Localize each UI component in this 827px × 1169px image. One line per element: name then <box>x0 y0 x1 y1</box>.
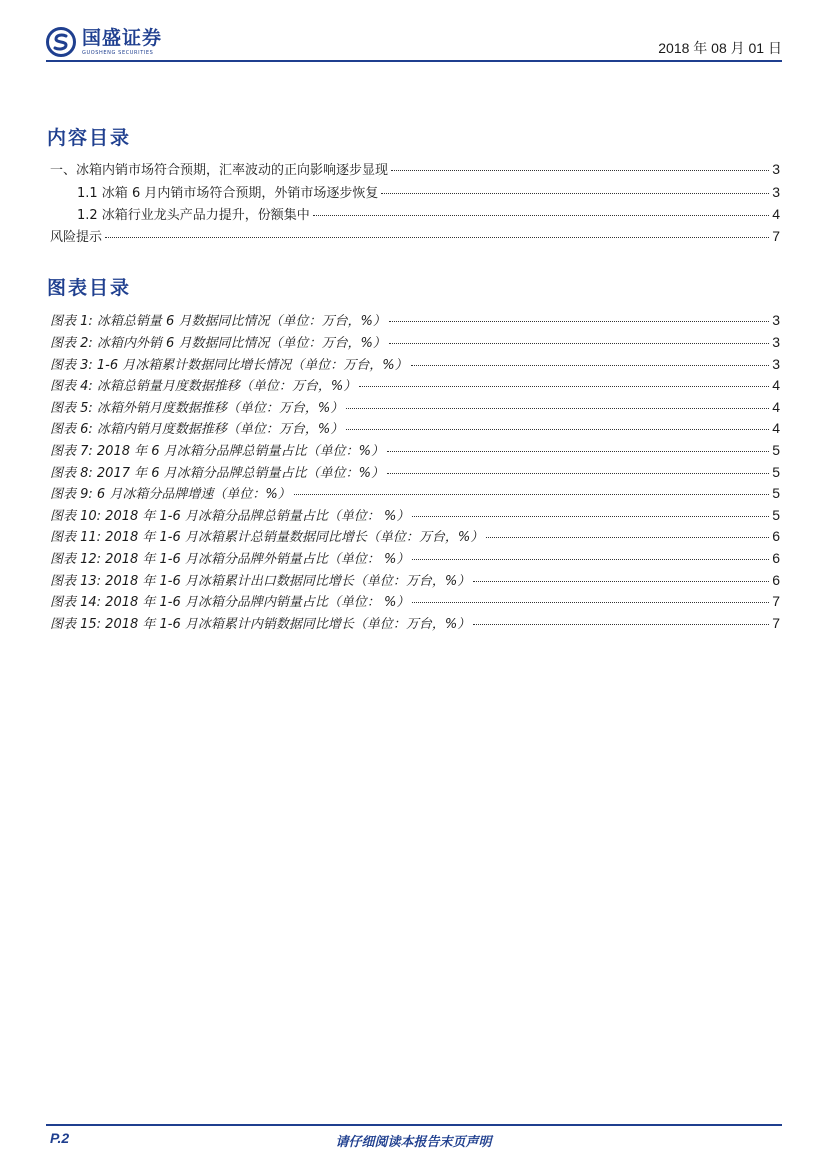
figure-entry-page: 5 <box>772 507 780 523</box>
figure-entry-page: 5 <box>772 442 780 458</box>
figure-entry-9[interactable] <box>50 485 780 501</box>
figure-entry-page: 5 <box>772 485 780 501</box>
leader-dots <box>381 193 769 194</box>
figure-entry-page: 4 <box>772 377 780 393</box>
figure-entry-text: 图表 3: 1-6 月冰箱累计数据同比增长情况（单位：万台，%） <box>50 358 408 373</box>
page-header <box>46 24 782 64</box>
contents-entry-page: 4 <box>772 206 780 222</box>
disclaimer-note: 请仔细阅读本报告末页声明 <box>335 1135 492 1150</box>
contents-entry-text: 1.1 冰箱 6 月内销市场符合预期，外销市场逐步恢复 <box>77 186 379 201</box>
figure-entry-page: 7 <box>772 593 780 609</box>
figure-entry-10[interactable] <box>50 507 780 523</box>
figure-entry-page: 6 <box>772 572 780 588</box>
logo-chinese-name: 国盛证券 <box>82 26 163 49</box>
leader-dots <box>391 170 769 171</box>
figure-entry-5[interactable] <box>50 399 780 415</box>
leader-dots <box>473 624 769 625</box>
leader-dots <box>294 494 770 495</box>
leader-dots <box>412 602 769 603</box>
leader-dots <box>412 559 769 560</box>
leader-dots <box>346 429 769 430</box>
figure-entry-text: 图表 2: 冰箱内外销 6 月数据同比情况（单位：万台，%） <box>50 336 386 351</box>
leader-dots <box>387 473 769 474</box>
figure-entry-page: 6 <box>772 550 780 566</box>
figure-entry-page: 4 <box>772 399 780 415</box>
contents-entry-3[interactable] <box>77 206 780 222</box>
contents-entry-text: 1.2 冰箱行业龙头产品力提升，份额集中 <box>77 208 310 223</box>
leader-dots <box>473 581 769 582</box>
figure-entry-4[interactable] <box>50 377 780 393</box>
figure-entry-text: 图表 10: 2018 年 1-6 月冰箱分品牌总销量占比（单位： %） <box>50 509 410 524</box>
contents-entry-page: 3 <box>772 184 780 200</box>
figure-entry-text: 图表 5: 冰箱外销月度数据推移（单位：万台，%） <box>50 401 344 416</box>
guosheng-logo-icon <box>46 27 76 57</box>
leader-dots <box>389 343 769 344</box>
figure-entry-page: 3 <box>772 334 780 350</box>
figure-entry-1[interactable] <box>50 312 780 328</box>
leader-dots <box>387 451 769 452</box>
figure-entry-text: 图表 12: 2018 年 1-6 月冰箱分品牌外销量占比（单位： %） <box>50 552 410 567</box>
figure-entry-text: 图表 9: 6 月冰箱分品牌增速（单位：%） <box>50 487 291 502</box>
figure-entry-page: 6 <box>772 528 780 544</box>
figure-entry-page: 3 <box>772 356 780 372</box>
figure-entry-2[interactable] <box>50 334 780 350</box>
company-logo <box>46 24 162 60</box>
figure-entry-11[interactable] <box>50 528 780 544</box>
figure-entry-text: 图表 4: 冰箱总销量月度数据推移（单位：万台，%） <box>50 379 357 394</box>
contents-entry-text: 风险提示 <box>50 230 103 245</box>
figure-entry-text: 图表 11: 2018 年 1-6 月冰箱累计总销量数据同比增长（单位：万台，%） <box>50 530 484 545</box>
footer-divider <box>46 1124 782 1126</box>
figure-entry-text: 图表 7: 2018 年 6 月冰箱分品牌总销量占比（单位：%） <box>50 444 385 459</box>
figure-entry-page: 7 <box>772 615 780 631</box>
figure-entry-3[interactable] <box>50 356 780 372</box>
leader-dots <box>313 215 769 216</box>
figure-entry-15[interactable] <box>50 615 780 631</box>
contents-entry-1[interactable] <box>50 161 780 177</box>
leader-dots <box>389 321 769 322</box>
figure-entry-text: 图表 13: 2018 年 1-6 月冰箱累计出口数据同比增长（单位：万台，%） <box>50 574 471 589</box>
leader-dots <box>346 408 769 409</box>
contents-entry-page: 3 <box>772 161 780 177</box>
contents-entry-page: 7 <box>772 228 780 244</box>
leader-dots <box>411 365 770 366</box>
figure-entry-12[interactable] <box>50 550 780 566</box>
figure-entry-page: 3 <box>772 312 780 328</box>
logo-english-name: GUOSHENG SECURITIES <box>82 49 154 56</box>
figure-entry-6[interactable] <box>50 420 780 436</box>
figure-entry-13[interactable] <box>50 572 780 588</box>
header-divider <box>46 60 782 62</box>
contents-entry-text: 一、冰箱内销市场符合预期，汇率波动的正向影响逐步显现 <box>50 163 389 178</box>
figure-entry-8[interactable] <box>50 464 780 480</box>
figure-entry-page: 5 <box>772 464 780 480</box>
contents-entry-4[interactable] <box>50 228 780 244</box>
page-number: P.2 <box>50 1130 70 1146</box>
figure-entry-page: 4 <box>772 420 780 436</box>
figure-entry-text: 图表 15: 2018 年 1-6 月冰箱累计内销数据同比增长（单位：万台，%） <box>50 617 471 632</box>
figure-entry-text: 图表 14: 2018 年 1-6 月冰箱分品牌内销量占比（单位： %） <box>50 595 410 610</box>
contents-entry-2[interactable] <box>77 184 780 200</box>
figure-entry-text: 图表 1: 冰箱总销量 6 月数据同比情况（单位：万台，%） <box>50 314 386 329</box>
figures-title: 图表目录 <box>47 277 132 299</box>
leader-dots <box>105 237 769 238</box>
contents-title: 内容目录 <box>47 127 132 149</box>
leader-dots <box>359 386 769 387</box>
figure-entry-7[interactable] <box>50 442 780 458</box>
figure-entry-14[interactable] <box>50 593 780 609</box>
figure-entry-text: 图表 8: 2017 年 6 月冰箱分品牌总销量占比（单位：%） <box>50 466 385 481</box>
leader-dots <box>412 516 769 517</box>
report-date: 2018 年 08 月 01 日 <box>658 40 782 56</box>
figure-entry-text: 图表 6: 冰箱内销月度数据推移（单位：万台，%） <box>50 422 344 437</box>
leader-dots <box>486 537 769 538</box>
